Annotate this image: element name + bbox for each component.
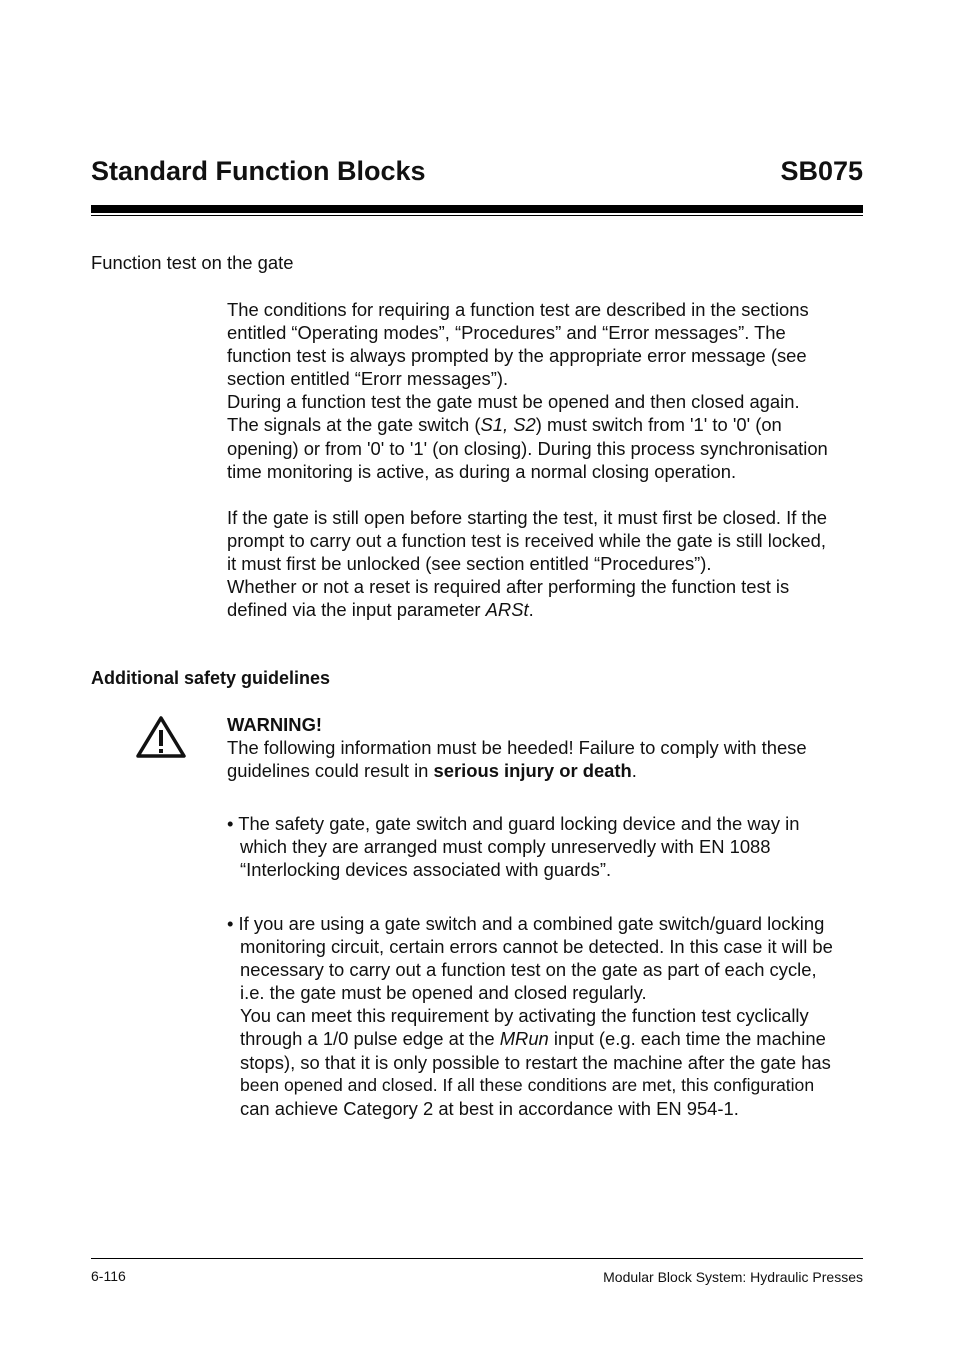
text-run: guidelines could result in <box>227 760 434 782</box>
text-line: can achieve Category 2 at best in accordance with EN 954-1. <box>240 1097 739 1119</box>
section-heading-safety: Additional safety guidelines <box>91 668 331 688</box>
text-line: During a function test the gate must be opened and then closed again. <box>227 391 800 413</box>
warning-triangle-icon <box>135 714 187 760</box>
text-line: stops), so that it is only possible to restart the machine after the gate has <box>240 1051 831 1073</box>
text-line: • The safety gate, gate switch and guard locking device and the way in <box>227 813 800 834</box>
parameter-name: ARSt <box>485 599 529 621</box>
text-line: it must first be unlocked (see section entitled “Procedures”). <box>227 553 712 575</box>
text-line <box>227 1027 867 1050</box>
page-number: 6-116 <box>91 1268 126 1284</box>
text-line: monitoring circuit, certain errors cannot be detected. In this case it will be <box>240 936 833 958</box>
function-test-text <box>227 298 867 621</box>
bullet-item-1 <box>227 812 867 881</box>
text-line: section entitled “Erorr messages”). <box>227 368 509 390</box>
text-line: been opened and closed. If all these conditions are met, this configuration <box>240 1074 815 1095</box>
signal-names: S1, S2 <box>480 414 536 436</box>
section-heading-function-test: Function test on the gate <box>91 252 294 273</box>
warning-title: WARNING! <box>227 714 323 735</box>
text-run: . <box>631 760 637 782</box>
warning-block <box>227 713 867 782</box>
footer-doc-title: Modular Block System: Hydraulic Presses <box>603 1269 863 1285</box>
bullet-item-2 <box>227 912 867 1120</box>
page-title: Standard Function Blocks <box>91 156 426 186</box>
text-line: prompt to carry out a function test is received while the gate is still locked, <box>227 529 826 551</box>
text-line: opening) or from '0' to '1' (on closing). During this process synchronisation <box>227 437 828 459</box>
text-line: If the gate is still open before starting the test, it must first be closed. If the <box>227 506 828 528</box>
block-code: SB075 <box>780 156 863 186</box>
text-run: . <box>528 599 534 621</box>
text-line <box>227 413 867 436</box>
text-run: ) must switch from '1' to '0' (on <box>535 414 782 436</box>
text-line: function test is always prompted by the appropriate error message (see <box>227 345 807 367</box>
text-line: Whether or not a reset is required after performing the function test is <box>227 576 790 598</box>
text-line: The conditions for requiring a function test are described in the sections <box>227 299 809 320</box>
text-run: The signals at the gate switch ( <box>227 414 481 436</box>
text-run: through a 1/0 pulse edge at the <box>240 1028 500 1050</box>
text-line: “Interlocking devices associated with guards”. <box>240 859 612 881</box>
header-rule-thick <box>91 205 863 213</box>
footer-rule <box>91 1258 863 1259</box>
input-name: MRun <box>499 1028 549 1050</box>
text-run: defined via the input parameter <box>227 599 486 621</box>
text-line <box>227 759 867 782</box>
header-rule-thin <box>91 215 863 216</box>
text-line: necessary to carry out a function test on the gate as part of each cycle, <box>240 959 817 981</box>
text-line: which they are arranged must comply unreservedly with EN 1088 <box>240 836 771 858</box>
text-line: time monitoring is active, as during a normal closing operation. <box>227 460 737 482</box>
text-line: • If you are using a gate switch and a combined gate switch/guard locking <box>227 913 825 934</box>
text-line: i.e. the gate must be opened and closed regularly. <box>240 982 647 1004</box>
text-line: entitled “Operating modes”, “Procedures” and “Error messages”. The <box>227 322 786 344</box>
text-line: You can meet this requirement by activating the function test cyclically <box>240 1005 809 1027</box>
text-line: The following information must be heeded! Failure to comply with these <box>227 737 807 759</box>
paragraph-gap <box>227 483 867 506</box>
text-line <box>227 598 867 621</box>
warning-emphasis: serious injury or death <box>433 760 632 782</box>
text-run: input (e.g. each time the machine <box>548 1028 826 1050</box>
